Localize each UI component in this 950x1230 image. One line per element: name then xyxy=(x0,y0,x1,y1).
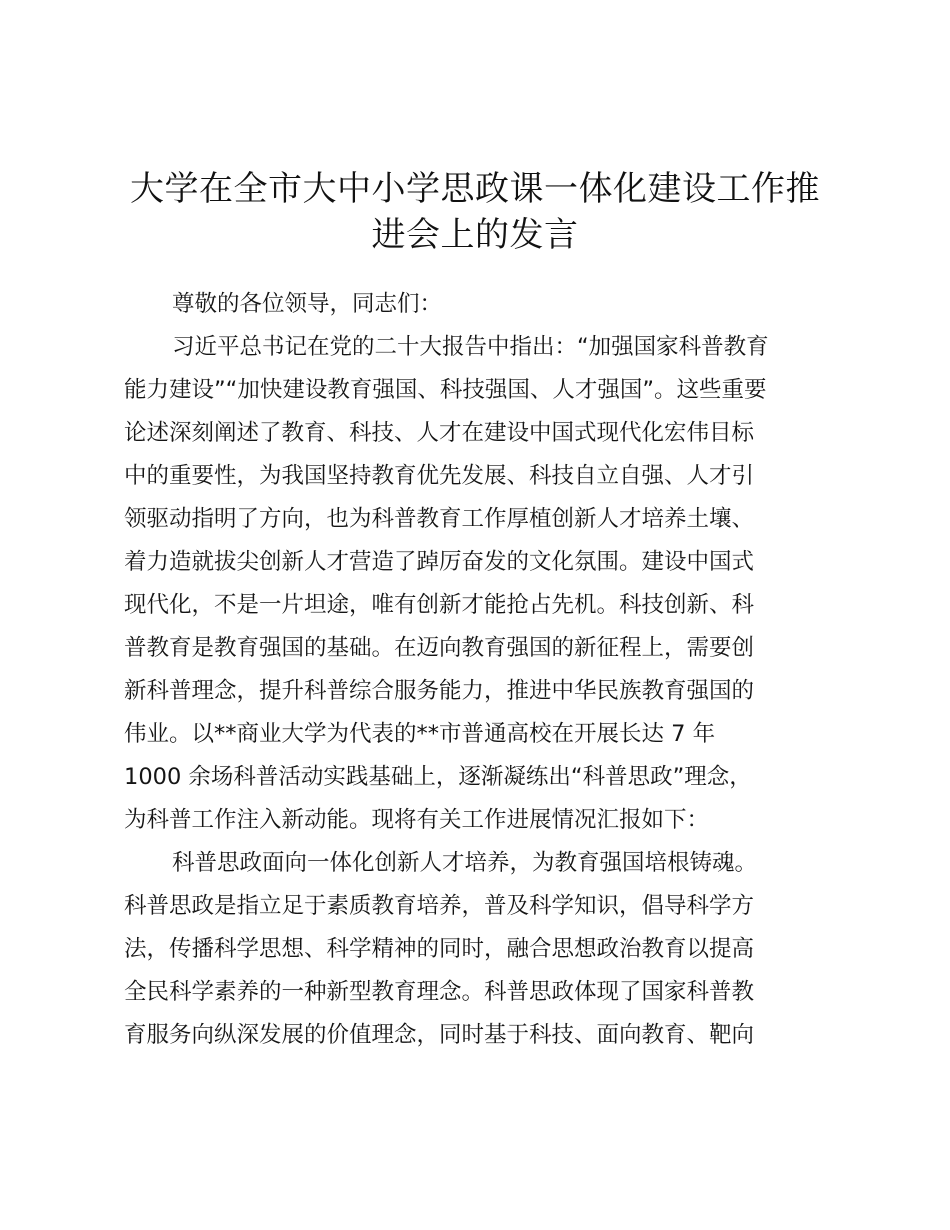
body-line: 着力造就拔尖创新人才营造了踔厉奋发的文化氛围。建设中国式 xyxy=(124,549,755,575)
document-body xyxy=(124,283,828,1057)
body-line: 领驱动指明了方向，也为科普教育工作厚植创新人才培养土壤、 xyxy=(124,506,755,532)
body-line: 新科普理念，提升科普综合服务能力，推进中华民族教育强国的 xyxy=(124,678,755,704)
document-title xyxy=(120,166,830,258)
body-line: 普教育是教育强国的基础。在迈向教育强国的新征程上，需要创 xyxy=(124,635,755,661)
body-line: 现代化，不是一片坦途，唯有创新才能抢占先机。科技创新、科 xyxy=(124,592,755,618)
body-line: 尊敬的各位领导，同志们： xyxy=(172,291,443,317)
body-line: 1000 余场科普活动实践基础上，逐渐凝练出“科普思政”理念， xyxy=(124,764,752,790)
body-line: 科普思政面向一体化创新人才培养，为教育强国培根铸魂。 xyxy=(172,850,758,876)
body-line: 论述深刻阐述了教育、科技、人才在建设中国式现代化宏伟目标 xyxy=(124,420,755,446)
body-line: 为科普工作注入新动能。现将有关工作进展情况汇报如下： xyxy=(124,807,710,833)
body-line: 中的重要性，为我国坚持教育优先发展、科技自立自强、人才引 xyxy=(124,463,755,489)
body-line: 习近平总书记在党的二十大报告中指出：“加强国家科普教育 xyxy=(172,334,769,360)
body-line: 伟业。以**商业大学为代表的**市普通高校在开展长达 7 年 xyxy=(124,721,716,747)
body-line: 育服务向纵深发展的价值理念，同时基于科技、面向教育、靶向 xyxy=(124,1022,755,1048)
title-line-1: 大学在全市大中小学思政课一体化建设工作推 xyxy=(130,169,820,209)
body-line: 法，传播科学思想、科学精神的同时，融合思想政治教育以提高 xyxy=(124,936,755,962)
body-line: 科普思政是指立足于素质教育培养，普及科学知识，倡导科学方 xyxy=(124,893,755,919)
body-line: 能力建设”“加快建设教育强国、科技强国、人才强国”。这些重要 xyxy=(124,377,767,403)
title-line-2: 进会上的发言 xyxy=(371,215,579,255)
body-line: 全民科学素养的一种新型教育理念。科普思政体现了国家科普教 xyxy=(124,979,755,1005)
